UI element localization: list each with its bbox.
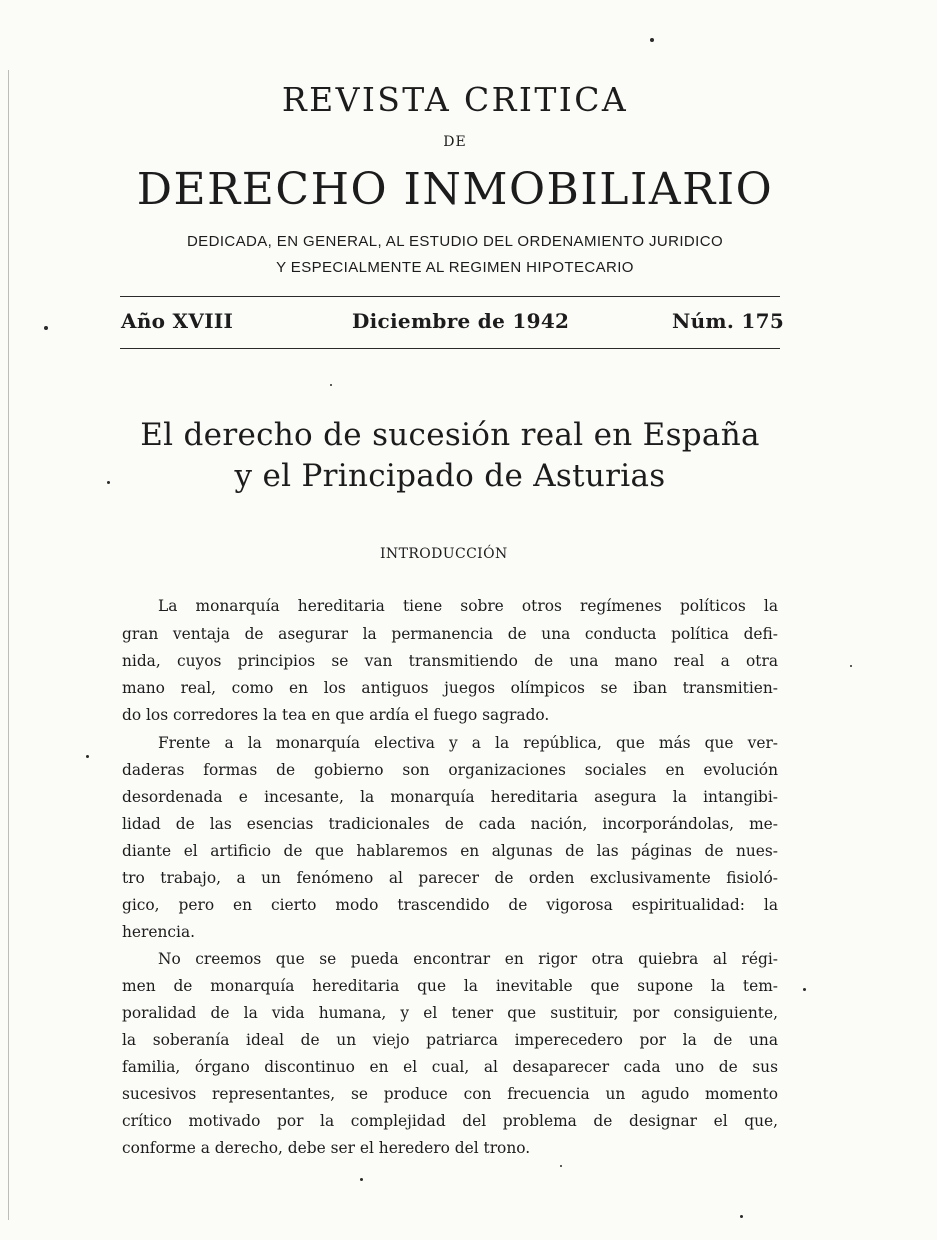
journal-main-title: DERECHO INMOBILIARIO <box>136 164 774 215</box>
scan-speck <box>803 988 806 991</box>
body-line: tro trabajo, a un fenómeno al parecer de orden exclusivamente fisioló- <box>122 869 778 887</box>
body-line: gico, pero en cierto modo trascendido de vigorosa espiritualidad: la <box>122 896 778 914</box>
scan-speck <box>560 1165 562 1167</box>
page-edge-shadow <box>8 70 9 1220</box>
journal-subtitle-line-1: DEDICADA, EN GENERAL, AL ESTUDIO DEL ORDENAMIENTO JURIDICO <box>186 233 724 250</box>
body-line: daderas formas de gobierno son organizaciones sociales en evolución <box>122 761 778 779</box>
body-line: herencia. <box>122 923 196 941</box>
issue-rule-bottom <box>120 348 780 349</box>
body-line: desordenada e incesante, la monarquía hereditaria asegura la intangibi- <box>122 788 778 806</box>
body-line: Frente a la monarquía electiva y a la república, que más que ver- <box>158 734 778 752</box>
body-line: la soberanía ideal de un viejo patriarca imperecedero por la de una <box>122 1031 778 1049</box>
scan-speck <box>86 755 89 758</box>
body-line: poralidad de la vida humana, y el tener que sustituir, por consiguiente, <box>122 1004 778 1022</box>
body-line: crítico motivado por la complejidad del problema de designar el que, <box>122 1112 778 1130</box>
body-line: La monarquía hereditaria tiene sobre otros regímenes políticos la <box>158 597 778 615</box>
article-title-line-1: El derecho de sucesión real en España <box>140 417 760 453</box>
journal-title: REVISTA CRITICA <box>281 80 629 119</box>
body-line: do los corredores la tea en que ardía el fuego sagrado. <box>122 706 550 724</box>
body-line: men de monarquía hereditaria que la inevitable que supone la tem- <box>122 977 778 995</box>
body-line: mano real, como en los antiguos juegos olímpicos se iban transmitien- <box>122 679 778 697</box>
section-heading: INTRODUCCIÓN <box>380 546 508 562</box>
scan-speck <box>107 481 110 484</box>
journal-subtitle-line-2: Y ESPECIALMENTE AL REGIMEN HIPOTECARIO <box>276 259 634 276</box>
scan-speck <box>650 38 654 42</box>
scan-speck <box>360 1178 363 1181</box>
body-line: conforme a derecho, debe ser el heredero del trono. <box>122 1139 531 1157</box>
scan-speck <box>44 326 48 330</box>
scan-speck <box>330 384 332 386</box>
journal-title-connector: DE <box>443 134 467 150</box>
body-line: familia, órgano discontinuo en el cual, al desaparecer cada uno de sus <box>122 1058 778 1076</box>
article-title-line-2: y el Principado de Asturias <box>234 458 666 494</box>
issue-year: Año XVIII <box>121 309 234 333</box>
body-line: gran ventaja de asegurar la permanencia de una conducta política defi- <box>122 625 778 643</box>
issue-rule-top <box>120 296 780 297</box>
body-line: lidad de las esencias tradicionales de cada nación, incorporándolas, me- <box>122 815 778 833</box>
body-line: No creemos que se pueda encontrar en rigor otra quiebra al régi- <box>158 950 778 968</box>
issue-number: Núm. 175 <box>672 309 785 333</box>
body-line: sucesivos representantes, se produce con frecuencia un agudo momento <box>122 1085 778 1103</box>
issue-date: Diciembre de 1942 <box>352 309 570 333</box>
body-line: diante el artificio de que hablaremos en algunas de las páginas de nues- <box>122 842 778 860</box>
body-line: nida, cuyos principios se van transmitiendo de una mano real a otra <box>122 652 778 670</box>
scan-speck <box>850 665 852 667</box>
scan-speck <box>740 1215 743 1218</box>
